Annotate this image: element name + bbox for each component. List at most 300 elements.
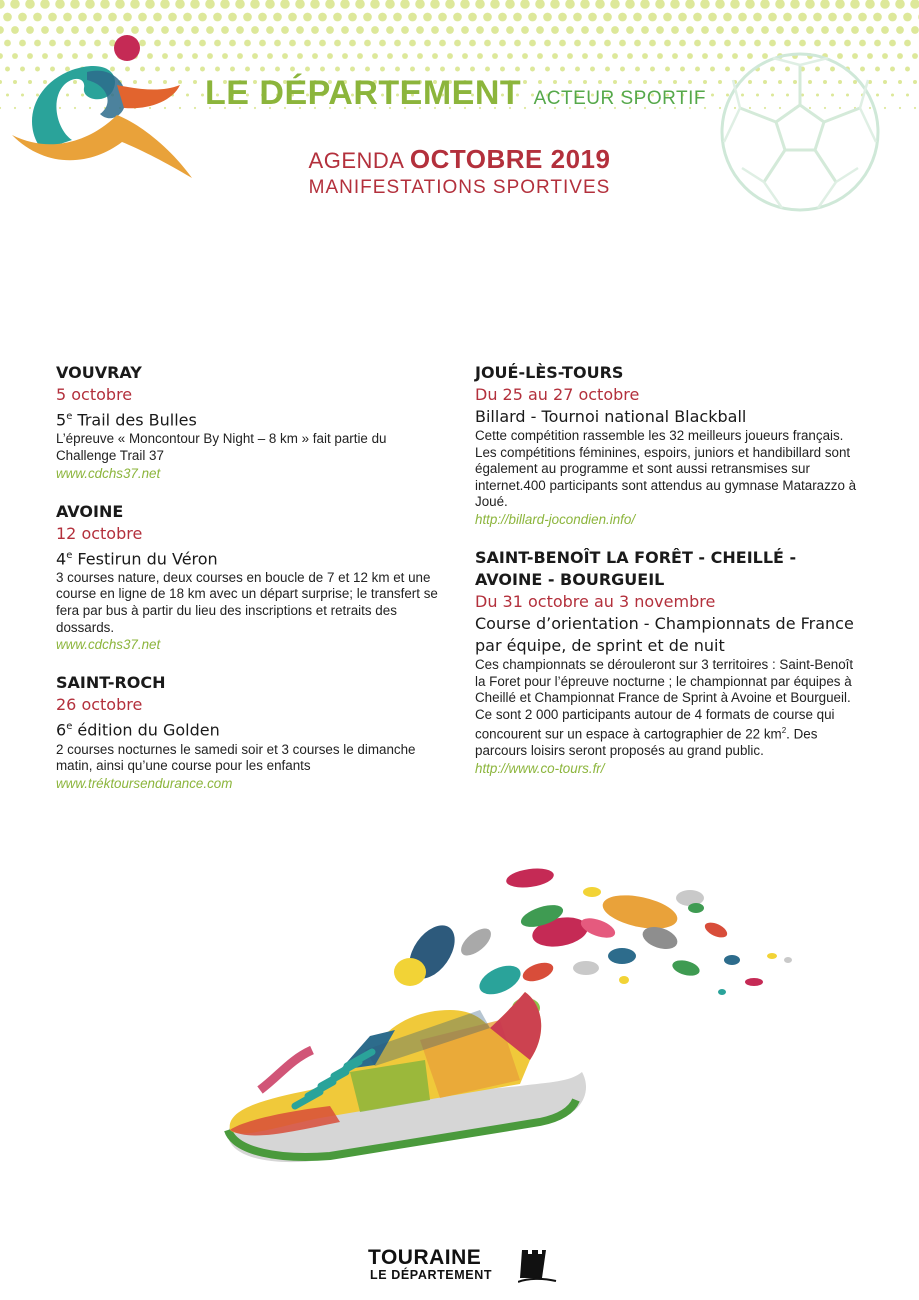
decor-dot: [138, 13, 147, 22]
event-date: Du 31 octobre au 3 novembre: [475, 591, 716, 611]
decor-dot: [251, 26, 259, 34]
decor-dot: [649, 40, 656, 47]
decor-dot: [859, 40, 866, 47]
decor-dot: [702, 53, 708, 59]
decor-dot: [791, 26, 799, 34]
decor-dot: [3, 13, 12, 22]
decor-dot: [364, 40, 371, 47]
decor-dot: [664, 40, 671, 47]
decor-dot: [310, 0, 320, 9]
decor-dot: [565, 0, 575, 9]
decor-dot: [537, 53, 543, 59]
decor-dot: [723, 13, 732, 22]
decor-dot: [603, 13, 612, 22]
decor-dot: [642, 53, 648, 59]
decor-dot: [679, 40, 686, 47]
decor-dot: [215, 67, 220, 72]
decor-dot: [619, 40, 626, 47]
decor-dot: [552, 53, 558, 59]
decor-dot: [250, 0, 260, 9]
brand-main: LE DÉPARTEMENT: [205, 74, 522, 112]
touraine-logo: [368, 1246, 558, 1286]
decor-dot: [716, 26, 724, 34]
decor-dot: [738, 13, 747, 22]
decor-dot: [760, 0, 770, 9]
decor-dot: [671, 26, 679, 34]
decor-dot: [906, 93, 909, 96]
decor-dot: [123, 13, 132, 22]
agenda-subtitle: MANIFESTATIONS SPORTIVES: [308, 177, 611, 198]
decor-dot: [821, 26, 829, 34]
decor-dot: [790, 0, 800, 9]
decor-dot: [327, 53, 333, 59]
decor-dot: [573, 13, 582, 22]
decor-dot: [641, 26, 649, 34]
decor-dot: [559, 40, 566, 47]
decor-dot: [229, 40, 236, 47]
event-place: VOUVRAY: [56, 363, 142, 382]
decor-dot: [550, 0, 560, 9]
decor-dot: [475, 0, 485, 9]
decor-dot: [230, 67, 235, 72]
decor-dot: [710, 67, 715, 72]
decor-dot: [695, 67, 700, 72]
decor-dot: [626, 26, 634, 34]
decor-dot: [582, 53, 588, 59]
decor-dot: [440, 67, 445, 72]
decor-dot: [469, 40, 476, 47]
decor-dot: [280, 0, 290, 9]
event-item: [56, 501, 441, 655]
decor-dot: [243, 13, 252, 22]
decor-dot: [244, 40, 251, 47]
decor-dot: [589, 40, 596, 47]
decor-dot: [207, 53, 213, 59]
decor-dot: [655, 0, 665, 9]
event-item: [475, 547, 867, 778]
decor-dot: [522, 53, 528, 59]
decor-dot: [318, 13, 327, 22]
event-item: [475, 362, 867, 529]
decor-dot: [850, 0, 860, 9]
event-link[interactable]: www.cdchs37.net: [56, 465, 161, 481]
decor-dot: [896, 26, 904, 34]
decor-dot: [281, 26, 289, 34]
decor-dot: [153, 13, 162, 22]
decor-dot: [205, 0, 215, 9]
decor-dot: [806, 26, 814, 34]
decor-dot: [739, 40, 746, 47]
decor-dot: [305, 67, 310, 72]
decor-dot: [340, 0, 350, 9]
decor-dot: [258, 13, 267, 22]
decor-dot: [100, 0, 110, 9]
decor-dot: [874, 40, 881, 47]
decor-dot: [304, 40, 311, 47]
event-name: Billard - Tournoi national Blackball: [475, 407, 747, 426]
event-date: 26 octobre: [56, 695, 143, 715]
decor-dot: [379, 40, 386, 47]
decor-dot: [528, 13, 537, 22]
decor-dot: [634, 40, 641, 47]
decor-dot: [520, 0, 530, 9]
decor-dot: [145, 0, 155, 9]
decor-dot: [213, 13, 222, 22]
decor-dot: [505, 0, 515, 9]
decor-dot: [605, 67, 610, 72]
decor-dot: [200, 67, 205, 72]
agenda-month: OCTOBRE 2019: [409, 144, 611, 174]
event-item: [56, 672, 441, 793]
decor-dot: [214, 40, 221, 47]
event-name-sup: e: [66, 411, 73, 422]
decor-dot: [206, 26, 214, 34]
decor-dot: [820, 0, 830, 9]
decor-dot: [236, 26, 244, 34]
event-description-end: . Des parcours loisirs seront proposés au grand public.: [475, 726, 818, 759]
decor-dot: [282, 53, 288, 59]
decor-dot: [686, 26, 694, 34]
decor-dot: [858, 13, 867, 22]
decor-dot: [581, 26, 589, 34]
decor-dot: [297, 53, 303, 59]
decor-dot: [612, 53, 618, 59]
event-name-text: Trail des Bulles: [72, 410, 197, 430]
decor-dot: [393, 13, 402, 22]
decor-dot: [784, 40, 791, 47]
decor-dot: [851, 26, 859, 34]
decor-dot: [78, 13, 87, 22]
decor-dot: [228, 13, 237, 22]
decor-dot: [530, 67, 535, 72]
decor-dot: [423, 13, 432, 22]
decor-dot: [575, 67, 580, 72]
decor-dot: [898, 80, 902, 84]
decor-dot: [409, 40, 416, 47]
decor-dot: [10, 0, 20, 9]
decor-dot: [672, 53, 678, 59]
event-place: SAINT-BENOÎT LA FORÊT - CHEILLÉ - AVOINE - BOURGUEIL: [475, 547, 797, 589]
decor-dot: [746, 26, 754, 34]
brand-title: [205, 74, 706, 113]
decor-dot: [350, 67, 355, 72]
decor-dot: [514, 40, 521, 47]
decor-dot: [312, 53, 318, 59]
decor-dot: [462, 53, 468, 59]
decor-dot: [883, 80, 887, 84]
decor-dot: [63, 13, 72, 22]
decor-dot: [536, 26, 544, 34]
decor-dot: [439, 40, 446, 47]
decor-dot: [899, 107, 901, 109]
decor-dot: [438, 13, 447, 22]
event-description: 3 courses nature, deux courses en boucle de 7 et 12 km et une course en ligne de 18 km avec un départ surprise; le transfert se fera par bus à partir du lieu des inscriptions et retraits des dossards.: [56, 569, 438, 635]
decor-dot: [640, 0, 650, 9]
event-place: JOUÉ-LÈS-TOURS: [475, 363, 624, 382]
decor-dot: [711, 93, 714, 96]
decor-dot: [604, 40, 611, 47]
decor-dot: [596, 26, 604, 34]
decor-dot: [183, 13, 192, 22]
decor-dot: [914, 107, 916, 109]
agenda-prefix: AGENDA: [308, 148, 404, 173]
event-name-number: 4: [56, 548, 67, 568]
decor-dot: [491, 26, 499, 34]
decor-dot: [715, 0, 725, 9]
decor-dot: [544, 40, 551, 47]
decor-dot: [341, 26, 349, 34]
decor-dot: [670, 0, 680, 9]
decor-dot: [889, 40, 896, 47]
decor-dot: [201, 93, 204, 96]
event-name: [56, 716, 441, 741]
event-name-number: 5: [56, 410, 67, 430]
brand-sub: ACTEUR SPORTIF: [533, 88, 706, 109]
decor-dot: [633, 13, 642, 22]
decor-dot: [485, 67, 490, 72]
decor-dot: [761, 26, 769, 34]
decor-dot: [881, 26, 889, 34]
decor-dot: [273, 13, 282, 22]
decor-dot: [290, 67, 295, 72]
decor-dot: [648, 13, 657, 22]
decor-dot: [769, 40, 776, 47]
decor-dot: [590, 67, 595, 72]
decor-dot: [700, 0, 710, 9]
decor-dot: [33, 13, 42, 22]
event-description: 2 courses nocturnes le samedi soir et 3 courses le dimanche matin, ainsi qu’une course pour les enfants: [56, 741, 416, 774]
decor-dot: [447, 53, 453, 59]
decor-dot: [708, 13, 717, 22]
decor-dot: [326, 26, 334, 34]
decor-dot: [843, 13, 852, 22]
decor-dot: [836, 26, 844, 34]
decor-dot: [595, 0, 605, 9]
event-name: Course d’orientation - Championnats de France par équipe, de sprint et de nuit: [475, 613, 854, 655]
decor-dot: [371, 26, 379, 34]
event-name-text: Festirun du Véron: [72, 548, 218, 568]
decor-dot: [25, 0, 35, 9]
decor-dot: [40, 0, 50, 9]
decor-dot: [484, 40, 491, 47]
decor-dot: [160, 0, 170, 9]
decor-dot: [799, 40, 806, 47]
decor-dot: [0, 80, 2, 84]
decor-dot: [687, 53, 693, 59]
decor-dot: [560, 67, 565, 72]
decor-dot: [349, 40, 356, 47]
decor-dot: [529, 40, 536, 47]
event-date: 5 octobre: [56, 385, 133, 404]
event-date: 12 octobre: [56, 523, 143, 543]
decor-dot: [355, 0, 365, 9]
decor-dot: [835, 0, 845, 9]
decor-dot: [476, 26, 484, 34]
decor-dot: [884, 107, 886, 109]
decor-dot: [6, 93, 9, 96]
decor-dot: [468, 13, 477, 22]
event-name-sup: e: [66, 549, 73, 561]
event-link[interactable]: http://www.co-tours.fr/: [475, 761, 605, 776]
decor-dot: [333, 13, 342, 22]
decor-dot: [70, 0, 80, 9]
events-left-column: [56, 362, 441, 811]
decor-dot: [866, 26, 874, 34]
decor-dot: [394, 40, 401, 47]
decor-dot: [401, 26, 409, 34]
decor-dot: [513, 13, 522, 22]
decor-dot: [115, 0, 125, 9]
decor-dot: [731, 26, 739, 34]
event-link[interactable]: http://billard-jocondien.info/: [475, 511, 636, 527]
decor-dot: [395, 67, 400, 72]
decor-dot: [363, 13, 372, 22]
decor-dot: [0, 0, 5, 9]
decor-dot: [610, 0, 620, 9]
decor-dot: [776, 26, 784, 34]
decor-dot: [903, 13, 912, 22]
decor-dot: [543, 13, 552, 22]
decor-dot: [85, 0, 95, 9]
decor-dot: [18, 13, 27, 22]
decor-dot: [357, 53, 363, 59]
event-name-text: édition du Golden: [72, 720, 220, 740]
event-description: [475, 657, 867, 760]
decor-dot: [342, 53, 348, 59]
decor-dot: [521, 26, 529, 34]
decor-dot: [260, 67, 265, 72]
decor-dot: [274, 40, 281, 47]
decor-dot: [453, 13, 462, 22]
decor-dot: [620, 67, 625, 72]
decor-dot: [498, 13, 507, 22]
decor-dot: [657, 53, 663, 59]
decor-dot: [295, 0, 305, 9]
decor-dot: [694, 40, 701, 47]
decor-dot: [0, 107, 1, 109]
decor-dot: [386, 26, 394, 34]
decor-dot: [296, 26, 304, 34]
decor-dot: [597, 53, 603, 59]
decor-dot: [222, 53, 228, 59]
decor-dot: [880, 0, 890, 9]
event-name: [56, 406, 441, 431]
decor-dot: [814, 40, 821, 47]
decor-dot: [904, 40, 911, 47]
decor-dot: [844, 40, 851, 47]
decor-dot: [175, 0, 185, 9]
decor-dot: [454, 40, 461, 47]
decor-dot: [410, 67, 415, 72]
footer-logo-line2: LE DÉPARTEMENT: [370, 1268, 493, 1282]
event-description: Cette compétition rassemble les 32 meilleurs joueurs français. Les compétitions féminines, espoirs, juniors et handibillard sont également au programme et sont aussi retransmises sur internet.400 participants sont attendus au gymnase Matarazzo à Joué.: [475, 428, 857, 510]
decor-dot: [289, 40, 296, 47]
decor-dot: [635, 67, 640, 72]
tower-icon: [518, 1248, 558, 1284]
decor-dot: [430, 0, 440, 9]
decor-dot: [890, 67, 895, 72]
decor-dot: [252, 53, 258, 59]
decor-dot: [709, 40, 716, 47]
event-date: Du 25 au 27 octobre: [475, 385, 640, 404]
decor-dot: [783, 13, 792, 22]
event-link[interactable]: www.cdchs37.net: [56, 637, 161, 653]
decor-dot: [665, 67, 670, 72]
decor-dot: [445, 0, 455, 9]
decor-dot: [895, 0, 905, 9]
decor-dot: [5, 67, 10, 72]
decor-dot: [319, 40, 326, 47]
decor-dot: [221, 26, 229, 34]
decor-dot: [4, 40, 11, 47]
agenda-title: [0, 144, 919, 175]
decor-dot: [402, 53, 408, 59]
decor-dot: [356, 26, 364, 34]
event-name-sup: e: [66, 721, 73, 733]
decor-dot: [685, 0, 695, 9]
decor-dot: [829, 40, 836, 47]
decor-dot: [618, 13, 627, 22]
decor-dot: [891, 93, 894, 96]
decor-dot: [199, 40, 206, 47]
decor-dot: [897, 53, 903, 59]
decor-dot: [48, 13, 57, 22]
decor-dot: [415, 0, 425, 9]
decor-dot: [446, 26, 454, 34]
decor-dot: [235, 0, 245, 9]
decor-dot: [372, 53, 378, 59]
decor-dot: [551, 26, 559, 34]
event-name: [56, 545, 441, 570]
decor-dot: [266, 26, 274, 34]
decor-dot: [303, 13, 312, 22]
event-link[interactable]: www.tréktoursendurance.com: [56, 775, 233, 791]
decor-dot: [656, 26, 664, 34]
decor-dot: [754, 40, 761, 47]
decor-dot: [267, 53, 273, 59]
decor-dot: [460, 0, 470, 9]
decor-dot: [220, 0, 230, 9]
decor-dot: [483, 13, 492, 22]
decor-dot: [416, 26, 424, 34]
decor-dot: [425, 67, 430, 72]
decor-dot: [768, 13, 777, 22]
decor-dot: [910, 0, 919, 9]
decor-dot: [912, 53, 918, 59]
decor-dot: [492, 53, 498, 59]
decor-dot: [724, 40, 731, 47]
decor-dot: [93, 13, 102, 22]
decor-dot: [455, 67, 460, 72]
decor-dot: [611, 26, 619, 34]
event-place: SAINT-ROCH: [56, 673, 166, 693]
decor-dot: [55, 0, 65, 9]
running-shoe-illustration: [220, 860, 810, 1180]
decor-dot: [461, 26, 469, 34]
decor-dot: [558, 13, 567, 22]
decor-dot: [680, 67, 685, 72]
decor-dot: [865, 0, 875, 9]
decor-dot: [625, 0, 635, 9]
decor-dot: [348, 13, 357, 22]
decor-dot: [335, 67, 340, 72]
decor-dot: [515, 67, 520, 72]
decor-dot: [380, 67, 385, 72]
decor-dot: [499, 40, 506, 47]
decor-dot: [387, 53, 393, 59]
decor-dot: [905, 67, 910, 72]
decor-dot: [365, 67, 370, 72]
